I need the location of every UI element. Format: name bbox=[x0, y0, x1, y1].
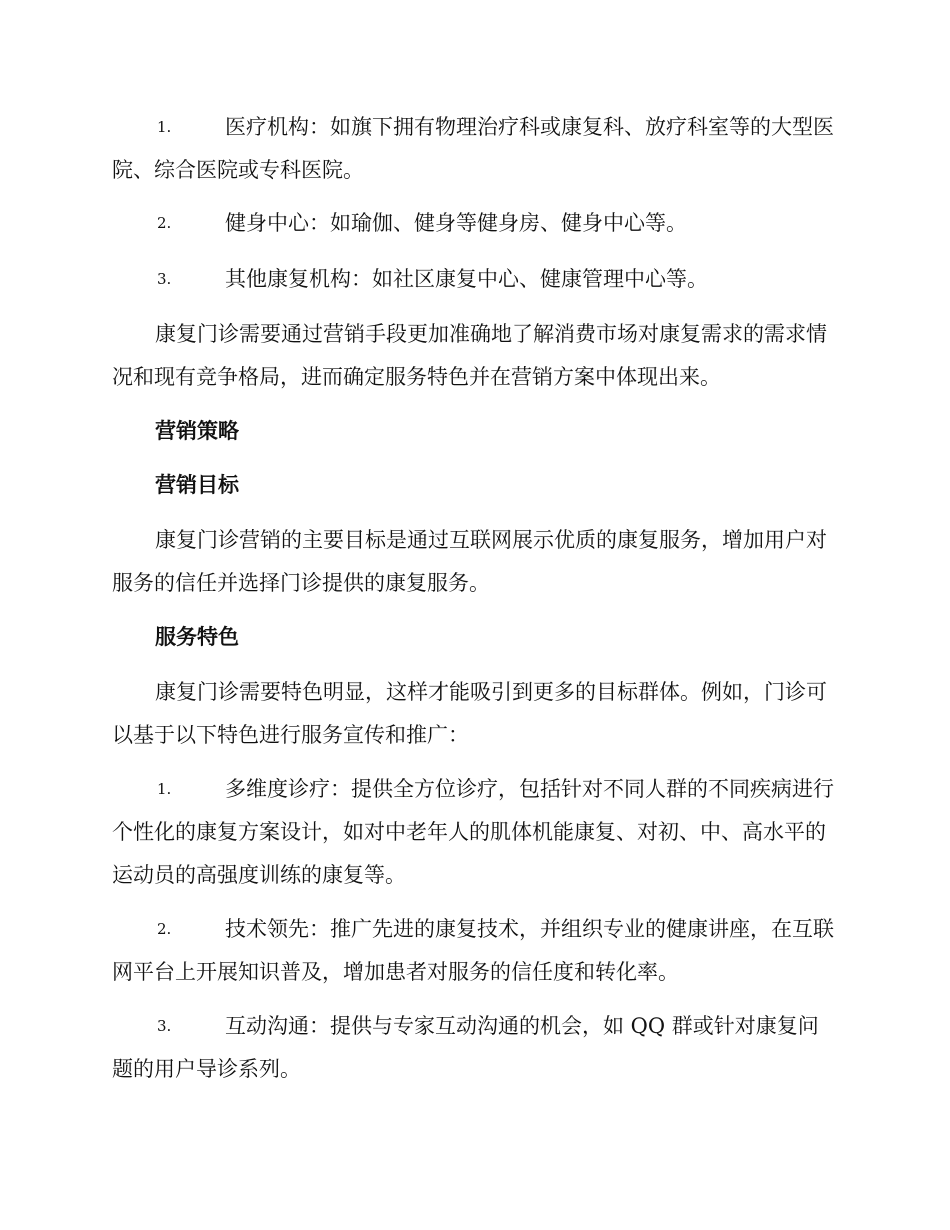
list-item-medical-institutions: 医疗机构：如旗下拥有物理治疗科或康复科、放疗科室等的大型医院、综合医院或专科医院。 bbox=[112, 115, 834, 182]
heading-marketing-strategy: 营销策略 bbox=[155, 419, 239, 443]
paragraph-market-research: 康复门诊需要通过营销手段更加准确地了解消费市场对康复需求的需求情况和现有竞争格局，进而确定服务特色并在营销方案中体现出来。 bbox=[112, 322, 827, 389]
list-item-other-rehab: 其他康复机构：如社区康复中心、健康管理中心等。 bbox=[225, 267, 708, 291]
list-item-number: 1. bbox=[157, 118, 172, 136]
list-item-interaction: 互动沟通：提供与专家互动沟通的机会，如 QQ 群或针对康复问题的用户导诊系列。 bbox=[112, 1014, 819, 1081]
list-item-fitness-centers: 健身中心：如瑜伽、健身等健身房、健身中心等。 bbox=[225, 211, 687, 235]
list-item-number: 2. bbox=[157, 214, 172, 232]
paragraph-marketing-goal: 康复门诊营销的主要目标是通过互联网展示优质的康复服务，增加用户对服务的信任并选择门诊提供的康复服务。 bbox=[112, 528, 827, 595]
paragraph-service-features: 康复门诊需要特色明显，这样才能吸引到更多的目标群体。例如，门诊可以基于以下特色进行服务宣传和推广： bbox=[112, 680, 827, 747]
list-item-number: 1. bbox=[157, 780, 172, 798]
heading-marketing-goal: 营销目标 bbox=[155, 473, 239, 497]
list-item-number: 3. bbox=[157, 1017, 172, 1035]
list-item-number: 3. bbox=[157, 270, 172, 288]
heading-service-features: 服务特色 bbox=[155, 625, 239, 649]
list-item-number: 2. bbox=[157, 920, 172, 938]
list-item-technology: 技术领先：推广先进的康复技术，并组织专业的健康讲座，在互联网平台上开展知识普及，增加患者对服务的信任度和转化率。 bbox=[112, 917, 834, 984]
list-item-multi-dimensional: 多维度诊疗：提供全方位诊疗，包括针对不同人群的不同疾病进行个性化的康复方案设计，如对中老年人的肌体机能康复、对初、中、高水平的运动员的高强度训练的康复等。 bbox=[112, 777, 834, 887]
